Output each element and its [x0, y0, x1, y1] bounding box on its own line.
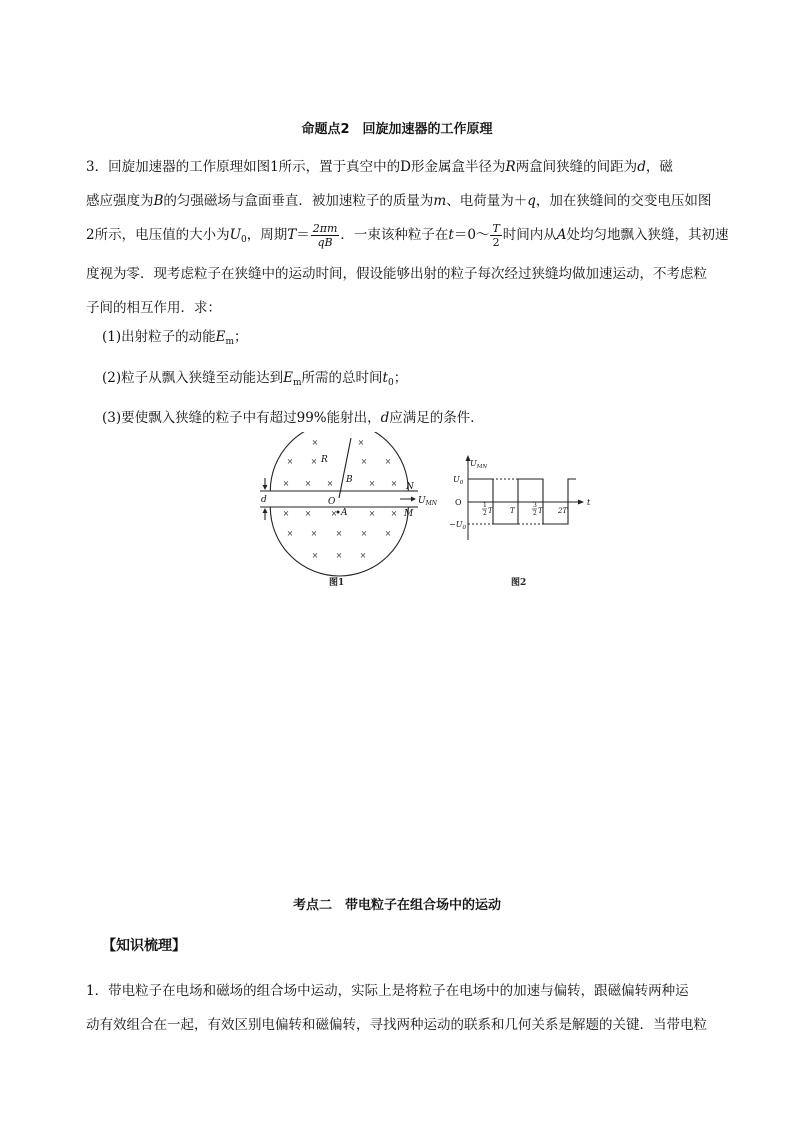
label-half-num: 1	[483, 502, 487, 509]
half-period-fraction: $\frac{T}{2}$	[492, 222, 500, 249]
x-axis-arrowhead	[578, 500, 584, 505]
cross-mark: ×	[357, 438, 365, 447]
cross-mark: ×	[310, 529, 318, 538]
d-arrowhead-bottom	[263, 508, 268, 513]
question-1: (1)出射粒子的动能$E_m$；	[102, 329, 248, 347]
label-origin: O	[455, 498, 462, 507]
label-half-t: T	[488, 507, 493, 515]
cross-mark: ×	[359, 551, 367, 560]
magnetic-field-crosses	[283, 438, 398, 560]
umn-arrowhead	[411, 497, 416, 502]
label-half-den: 2	[483, 510, 487, 517]
section-heading-cyclotron: 命题点2 回旋加速器的工作原理	[301, 122, 493, 137]
problem-line-5: 子间的相互作用．求：	[86, 300, 221, 316]
label-three-den: 2	[533, 510, 537, 517]
cross-mark: ×	[304, 479, 312, 488]
label-umn: $U_{MN}$	[418, 496, 437, 507]
cross-mark: ×	[384, 529, 392, 538]
period-fraction: $\frac{2\pi m}{qB}$	[312, 222, 338, 249]
label-t-axis: t	[587, 498, 591, 507]
figure-1-cyclotron-diagram	[250, 432, 440, 597]
knowledge-paragraph	[86, 974, 710, 1042]
label-three-t: T	[538, 507, 543, 515]
cross-mark: ×	[286, 529, 294, 538]
cross-mark: ×	[335, 551, 343, 560]
problem-line-2: 感应强度为B的匀强磁场与盒面垂直．被加速粒子的质量为m、电荷量为＋q，加在狭缝间的交变电压如图	[86, 193, 712, 209]
label-a: A	[341, 508, 348, 518]
question-3: (3)要使飘入狭缝的粒子中有超过99%能射出，d应满足的条件．	[102, 410, 484, 426]
label-n: N	[406, 482, 414, 492]
label-b: B	[346, 475, 353, 485]
knowledge-line-1: 1．带电粒子在电场和磁场的组合场中运动，实际上是将粒子在电场中的加速与偏转，跟磁偏转两种运	[86, 983, 689, 999]
cross-mark: ×	[304, 509, 312, 518]
cross-mark: ×	[282, 479, 290, 488]
label-d: d	[261, 495, 267, 505]
lower-d-box	[270, 507, 408, 576]
cross-mark: ×	[282, 509, 290, 518]
label-neg-u0: $-U_0$	[449, 520, 466, 531]
cross-mark: ×	[368, 479, 376, 488]
cross-mark: ×	[330, 509, 338, 518]
label-r: R	[321, 455, 328, 465]
problem-line-3: 2所示，电压值的大小为$U_0$，周期T＝ $\frac{2\pi m}{qB}$ ．一束该种粒子在t＝0～ $\frac{T}{2}$ 时间内从A处均匀地飘入狭缝，其初速	[86, 222, 729, 249]
label-three-num: 3	[533, 502, 537, 509]
label-m: M	[404, 509, 414, 519]
cross-mark: ×	[286, 457, 294, 466]
cross-mark: ×	[326, 479, 334, 488]
cross-mark: ×	[335, 529, 343, 538]
knowledge-line-2: 动有效组合在一起，有效区别电偏转和磁偏转，寻找两种运动的联系和几何关系是解题的关键．当带电粒	[86, 1017, 707, 1033]
label-t: T	[510, 507, 515, 515]
label-u0: $U_0$	[453, 475, 464, 486]
cross-mark: ×	[384, 457, 392, 466]
figure-1-caption: 图1	[329, 578, 345, 588]
label-o: O	[328, 497, 336, 507]
label-2t: 2T	[558, 507, 568, 515]
cross-mark: ×	[310, 457, 318, 466]
section-heading-combined-fields: 考点二 带电粒子在组合场中的运动	[292, 898, 501, 913]
label-umn: $U_{MN}$	[470, 459, 488, 470]
cross-mark: ×	[311, 551, 319, 560]
cross-mark: ×	[360, 457, 368, 466]
figure-2-caption: 图2	[511, 578, 527, 588]
cross-mark: ×	[311, 438, 319, 447]
problem-line-4: 度视为零．现考虑粒子在狭缝中的运动时间，假设能够出射的粒子每次经过狭缝均做加速运动，不考虑粒	[86, 266, 707, 282]
problem-3-text	[86, 150, 729, 325]
cross-mark: ×	[360, 529, 368, 538]
figure-2-voltage-waveform	[448, 452, 598, 592]
d-arrowhead-top	[263, 485, 268, 490]
radius-line	[339, 438, 351, 498]
cross-mark: ×	[368, 509, 376, 518]
question-2: (2)粒子从飘入狭缝至动能达到$E_m$所需的总时间$t_0$；	[102, 370, 408, 388]
knowledge-label: 【知识梳理】	[102, 938, 186, 954]
cross-mark: ×	[390, 479, 398, 488]
problem-line-1: 3．回旋加速器的工作原理如图1所示，置于真空中的D形金属盒半径为R两盒间狭缝的间距为d，磁	[86, 159, 673, 175]
cross-mark: ×	[390, 509, 398, 518]
